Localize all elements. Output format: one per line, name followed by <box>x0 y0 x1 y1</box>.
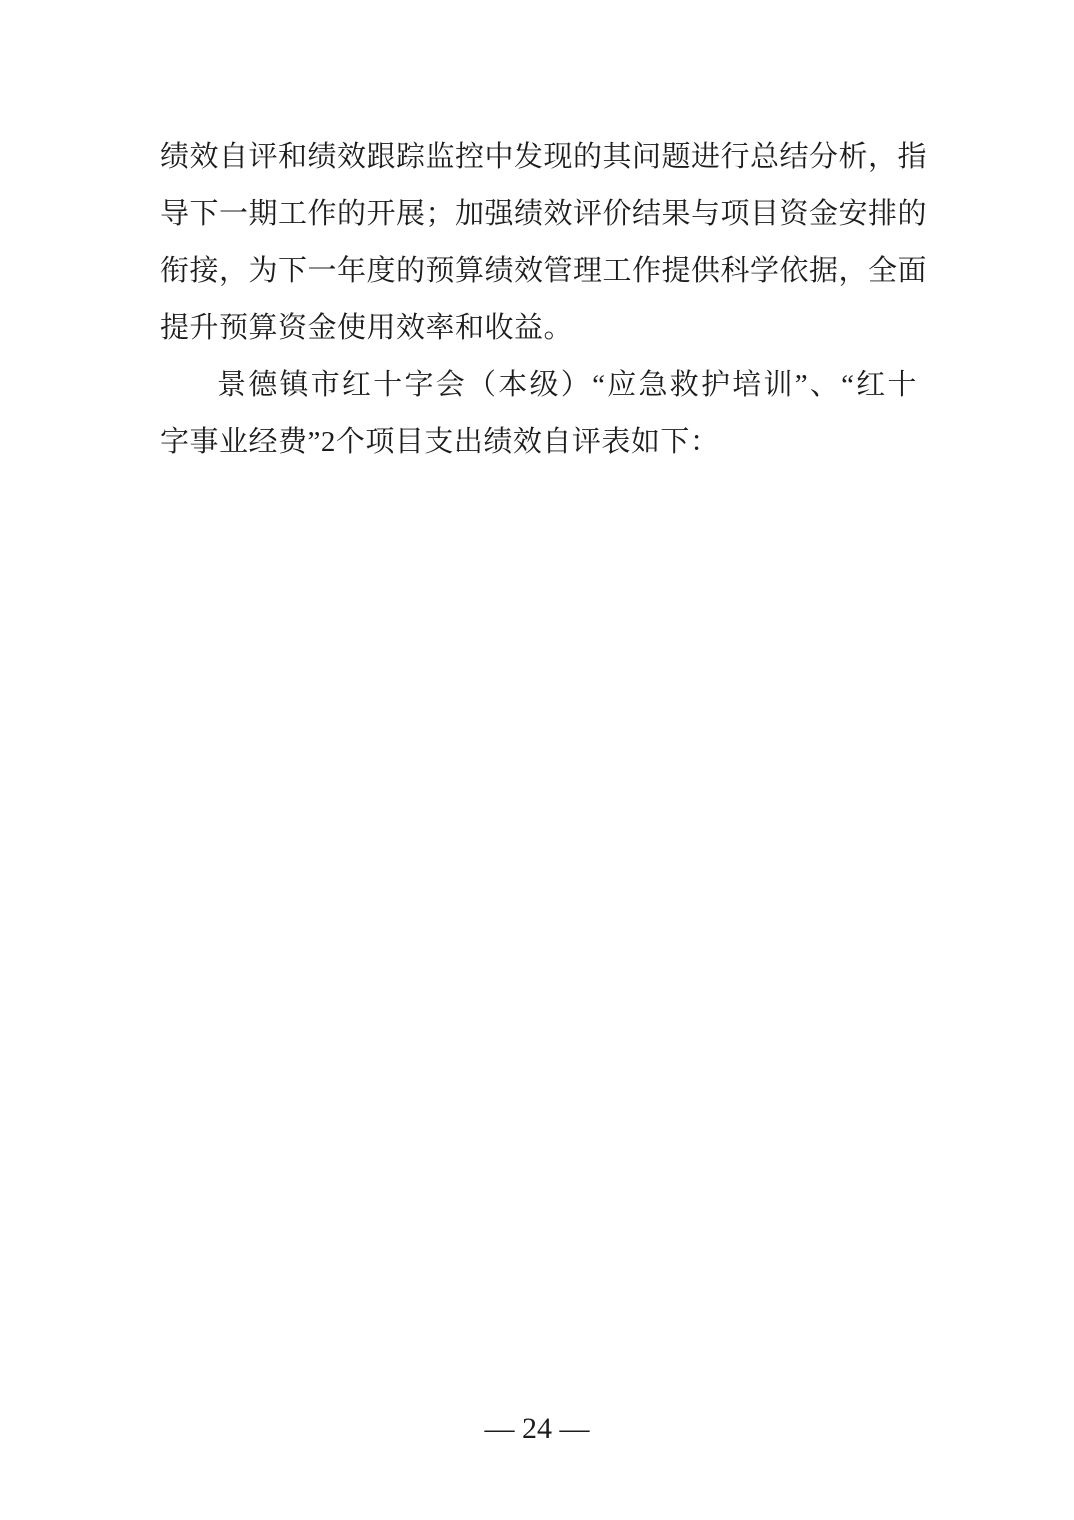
paragraph-1 <box>160 129 928 357</box>
text-line-3: 衔接，为下一年度的预算绩效管理工作提供科学依据，全面 <box>160 255 928 287</box>
text-line-1: 绩效自评和绩效跟踪监控中发现的其问题进行总结分析，指 <box>160 141 928 173</box>
text-line-5: 景德镇市红十字会（本级）“应急救护培训”、“红十 <box>217 369 917 401</box>
body-text <box>160 129 928 471</box>
text-line-4: 提升预算资金使用效率和收益。 <box>160 312 574 344</box>
text-line-6: 字事业经费”2个项目支出绩效自评表如下： <box>160 426 720 458</box>
paragraph-2 <box>160 357 917 471</box>
page-number: — 24 — <box>484 1412 590 1445</box>
text-line-2: 导下一期工作的开展；加强绩效评价结果与项目资金安排的 <box>160 198 928 230</box>
page-footer <box>0 1412 1074 1446</box>
